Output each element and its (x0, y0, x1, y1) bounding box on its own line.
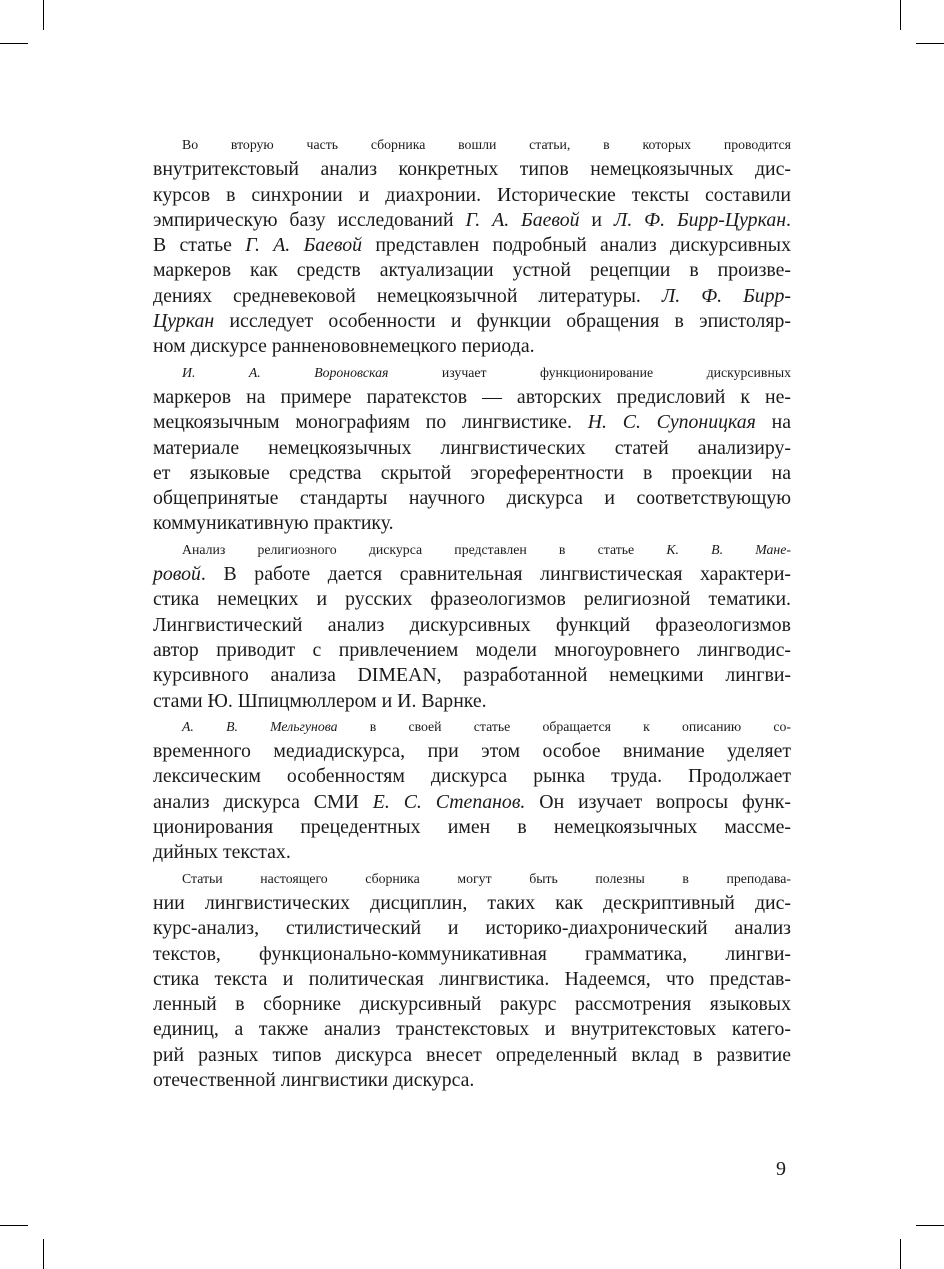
text-line (153, 587, 791, 612)
text-line (153, 891, 791, 916)
paragraph (153, 360, 791, 537)
text-run: нии лингвистических дисциплин, таких как дескриптивный дис- (153, 891, 791, 914)
paragraph (153, 714, 791, 866)
text-line (153, 1068, 791, 1093)
author-name: Л. Ф. Бирр- (661, 284, 791, 307)
text-line (153, 309, 791, 334)
text-run: изучает функционирование дискурсивных (388, 364, 791, 380)
text-run: ет языковые средства скрытой эгореферентности в проекции на (153, 461, 791, 484)
text-line (153, 385, 791, 410)
text-run: эмпирическую базу исследований (153, 208, 466, 231)
crop-mark-top-right-h (916, 43, 944, 44)
text-run: ционирования прецедентных имен в немецкоязычных массме- (153, 816, 791, 839)
text-run: общепринятые стандарты научного дискурса и соответствующую (153, 487, 791, 510)
text-line (153, 410, 791, 435)
text-run: курсивного анализа DIMEAN, разработанной немецкими лингви- (153, 664, 791, 687)
text-run: исследует особенности и функции обращения в эпистоляр- (214, 310, 791, 333)
text-run: курс-анализ, стилистический и историко-диахронический анализ (153, 917, 791, 940)
text-run: Статьи настоящего сборника могут быть полезны в преподава- (182, 870, 791, 886)
text-line (153, 511, 791, 536)
text-line (153, 840, 791, 865)
text-line (153, 790, 791, 815)
author-name: Цуркан (153, 310, 215, 333)
text-line (153, 916, 791, 941)
paragraph (153, 866, 791, 1094)
author-name: Г. А. Баевой (245, 234, 363, 257)
text-run: стика текста и политическая лингвистика. Надеемся, что представ- (153, 967, 791, 990)
crop-mark-top-left-v (43, 0, 44, 30)
text-line (153, 284, 791, 309)
text-run: стами Ю. Шпицмюллером и И. Варнке. (153, 689, 487, 712)
text-run: Лингвистический анализ дискурсивных функций фразеологизмов (153, 613, 791, 636)
text-line (153, 764, 791, 789)
text-run: ном дискурсе ранненововнемецкого периода. (153, 335, 535, 358)
body-text (153, 132, 791, 1093)
page-number: 9 (776, 1158, 786, 1180)
text-line (153, 183, 791, 208)
text-run: текстов, функционально-коммуникативная грамматика, лингви- (153, 942, 791, 965)
text-run: дийных текстах. (153, 841, 291, 864)
text-line (153, 739, 791, 764)
crop-mark-bottom-left-v (43, 1239, 44, 1269)
crop-mark-bottom-left-h (0, 1225, 28, 1226)
text-run: курсов в синхронии и диахронии. Исторические тексты составили (153, 183, 791, 206)
text-line (153, 638, 791, 663)
text-run: Анализ религиозного дискурса представлен в статье (182, 541, 667, 557)
text-line (153, 663, 791, 688)
text-run: маркеров на примере паратекстов — авторских предисловий к не- (153, 385, 791, 408)
text-run: материале немецкоязычных лингвистических статей анализиру- (153, 436, 791, 459)
text-run: мецкоязычным монографиям по лингвистике. (153, 411, 588, 434)
author-name: И. А. Вороновская (182, 364, 389, 380)
text-line (153, 714, 791, 739)
text-run: единиц, а также анализ транстекстовых и внутритекстовых катего- (153, 1018, 791, 1041)
text-run: стика немецких и русских фразеологизмов религиозной тематики. (153, 588, 791, 611)
text-run: дениях средневековой немецкоязычной литературы. (153, 284, 662, 307)
text-line (153, 815, 791, 840)
author-name: Н. С. Супоницкая (587, 411, 756, 434)
crop-mark-top-left-h (0, 43, 28, 44)
crop-mark-bottom-right-v (900, 1239, 901, 1269)
text-line (153, 537, 791, 562)
text-run: . (786, 208, 791, 231)
text-line (153, 1043, 791, 1068)
author-name: Е. С. Степанов. (372, 790, 526, 813)
text-run: и (579, 208, 614, 231)
text-line (153, 942, 791, 967)
text-line (153, 613, 791, 638)
author-name: ровой (153, 563, 201, 586)
text-line (153, 562, 791, 587)
text-run: Он изучает вопросы функ- (525, 790, 791, 813)
text-line (153, 334, 791, 359)
text-line (153, 461, 791, 486)
text-line (153, 360, 791, 385)
author-name: Л. Ф. Бирр-Цуркан (613, 208, 787, 231)
author-name: Г. А. Баевой (465, 208, 580, 231)
text-run: В статье (153, 234, 246, 257)
paragraph (153, 132, 791, 360)
text-line (153, 258, 791, 283)
text-line (153, 233, 791, 258)
text-run: временного медиадискурса, при этом особое внимание уделяет (153, 740, 791, 763)
text-run: внутритекстовый анализ конкретных типов немецкоязычных дис- (153, 158, 791, 181)
text-run: ленный в сборнике дискурсивный ракурс рассмотрения языковых (153, 993, 791, 1016)
text-line (153, 1017, 791, 1042)
author-name: А. В. Мельгунова (182, 718, 338, 734)
text-run: маркеров как средств актуализации устной рецепции в произве- (153, 259, 791, 282)
text-run: анализ дискурса СМИ (153, 790, 373, 813)
text-run: автор приводит с привлечением модели многоуровнего лингводис- (153, 638, 791, 661)
text-line (153, 157, 791, 182)
author-name: К. В. Мане- (666, 541, 791, 557)
text-line (153, 866, 791, 891)
text-line (153, 689, 791, 714)
text-run: рий разных типов дискурса внесет определенный вклад в развитие (153, 1043, 791, 1066)
text-run: на (755, 411, 791, 434)
text-line (153, 486, 791, 511)
text-line (153, 436, 791, 461)
text-line (153, 992, 791, 1017)
text-run: представлен подробный анализ дискурсивных (362, 234, 791, 257)
text-line (153, 967, 791, 992)
text-run: лексическим особенностям дискурса рынка труда. Продолжает (153, 765, 791, 788)
text-line (153, 132, 791, 157)
text-line (153, 208, 791, 233)
text-run: Во вторую часть сборника вошли статьи, в которых проводится (182, 137, 791, 152)
text-run: в своей статье обращается к описанию со- (337, 718, 791, 734)
text-run: коммуникативную практику. (153, 512, 394, 535)
text-run: . В работе дается сравнительная лингвистическая характери- (200, 563, 791, 586)
text-run: отечественной лингвистики дискурса. (153, 1068, 475, 1091)
crop-mark-bottom-right-h (916, 1225, 944, 1226)
paragraph (153, 537, 791, 714)
crop-mark-top-right-v (900, 0, 901, 30)
